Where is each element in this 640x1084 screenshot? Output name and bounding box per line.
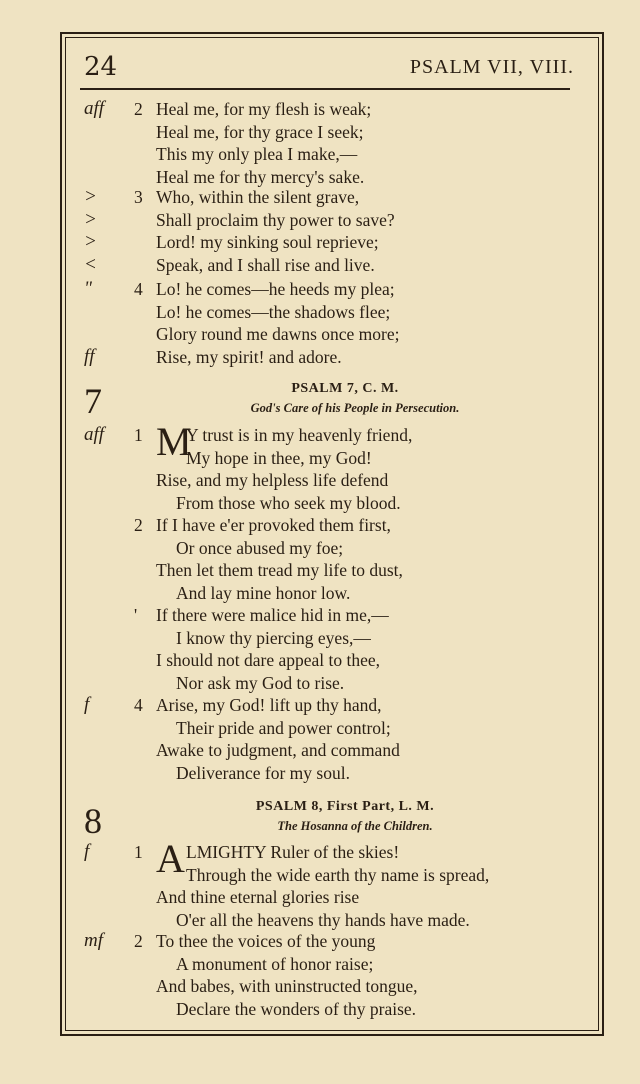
dynamic-mark: " (84, 278, 92, 299)
verse-line: My hope in thee, my God! (186, 447, 372, 468)
drop-cap: M (156, 419, 192, 464)
verse-line: I know thy piercing eyes,— (176, 627, 371, 648)
psalm-title: PSALM 7, C. M. (291, 381, 399, 396)
verse-line: Lo! he comes—the shadows flee; (156, 301, 391, 322)
verse-number: 3 (134, 187, 143, 207)
crescendo-mark: > (84, 231, 97, 252)
verse-line: Lord! my sinking soul reprieve; (156, 232, 379, 252)
dynamic-mark: aff (84, 98, 105, 119)
dynamic-mark: f (84, 694, 90, 715)
verse-line: Shall proclaim thy power to save? (156, 209, 395, 230)
verse-line: Heal me for thy mercy's sake. (156, 166, 365, 187)
verse-line: Their pride and power control; (176, 717, 391, 738)
verse-line: If I have e'er provoked them first, (156, 515, 391, 535)
stanza-prev-4 (80, 278, 570, 368)
verse-line: Lo! he comes—he heeds my plea; (156, 279, 395, 299)
psalm7-stanza-4 (80, 694, 570, 784)
verse-number: 4 (134, 695, 143, 715)
page-number: 24 (84, 52, 118, 82)
verse-line: And thine eternal glories rise (156, 887, 360, 907)
psalm7-stanza-3 (80, 604, 570, 694)
verse-line: Heal me, for my flesh is weak; (156, 99, 372, 119)
page-header (80, 46, 580, 86)
dynamic-mark: aff (84, 424, 105, 445)
verse-number: 2 (134, 931, 143, 951)
verse-line: Or once abused my foe; (176, 537, 344, 558)
verse-line: Arise, my God! lift up thy hand, (156, 695, 382, 715)
verse-line: This my only plea I make,— (156, 144, 358, 164)
verse-line: Then let them tread my life to dust, (156, 560, 403, 580)
verse-line: Glory round me dawns once more; (156, 324, 400, 344)
psalm-subtitle: God's Care of his People in Persecution. (250, 401, 460, 415)
verse-line: Declare the wonders of thy praise. (176, 998, 417, 1019)
verse-number: 4 (134, 279, 143, 299)
verse-line: From those who seek my blood. (176, 492, 401, 513)
dynamic-mark: ff (84, 345, 95, 367)
verse-line: Who, within the silent grave, (156, 187, 360, 207)
stanza-prev-2 (80, 98, 570, 188)
verse-line: Heal me, for thy grace I seek; (156, 121, 364, 142)
psalm-number: 7 (84, 381, 102, 421)
verse-number: 2 (134, 515, 143, 535)
verse-line: A monument of honor raise; (176, 953, 374, 974)
decrescendo-mark: < (84, 253, 97, 275)
crescendo-mark: > (84, 208, 97, 230)
verse-line: And babes, with uninstructed tongue, (156, 976, 418, 996)
verse-line: Deliverance for my soul. (176, 762, 350, 783)
verse-number: 1 (134, 425, 143, 445)
verse-line: LMIGHTY Ruler of the skies! (186, 842, 400, 862)
verse-line: Awake to judgment, and command (156, 740, 400, 760)
psalm8-stanza-1 (80, 836, 570, 931)
verse-number: ' (134, 605, 138, 625)
psalm-number: 8 (84, 801, 102, 841)
verse-line: To thee the voices of the young (156, 931, 376, 951)
dynamic-mark: mf (84, 930, 103, 951)
psalm-title: PSALM 8, First Part, L. M. (255, 799, 435, 814)
verse-number: 1 (134, 842, 143, 862)
header-rule (80, 88, 570, 90)
verse-number: 2 (134, 99, 143, 119)
verse-line: If there were malice hid in me,— (156, 605, 389, 625)
verse-line: I should not dare appeal to thee, (156, 650, 381, 670)
verse-line: Through the wide earth thy name is spread, (186, 864, 490, 885)
verse-line: And lay mine honor low. (176, 582, 351, 603)
drop-cap: A (156, 836, 185, 881)
verse-line: Speak, and I shall rise and live. (156, 254, 375, 275)
verse-line: Y trust is in my heavenly friend, (186, 425, 413, 445)
verse-line: O'er all the heavens thy hands have made. (176, 909, 470, 930)
running-head: PSALM VII, VIII. (409, 56, 574, 78)
psalm8-stanza-2 (80, 930, 570, 1020)
stanza-prev-3 (80, 186, 570, 276)
crescendo-mark: > (84, 186, 97, 207)
psalm7-stanza-1 (80, 419, 570, 514)
verse-line: Nor ask my God to rise. (176, 672, 345, 693)
verse-line: Rise, and my helpless life defend (156, 470, 389, 490)
psalm7-stanza-2 (80, 514, 570, 604)
psalm-subtitle: The Hosanna of the Children. (277, 819, 433, 833)
dynamic-mark: f (84, 841, 90, 862)
verse-line: Rise, my spirit! and adore. (156, 346, 342, 367)
